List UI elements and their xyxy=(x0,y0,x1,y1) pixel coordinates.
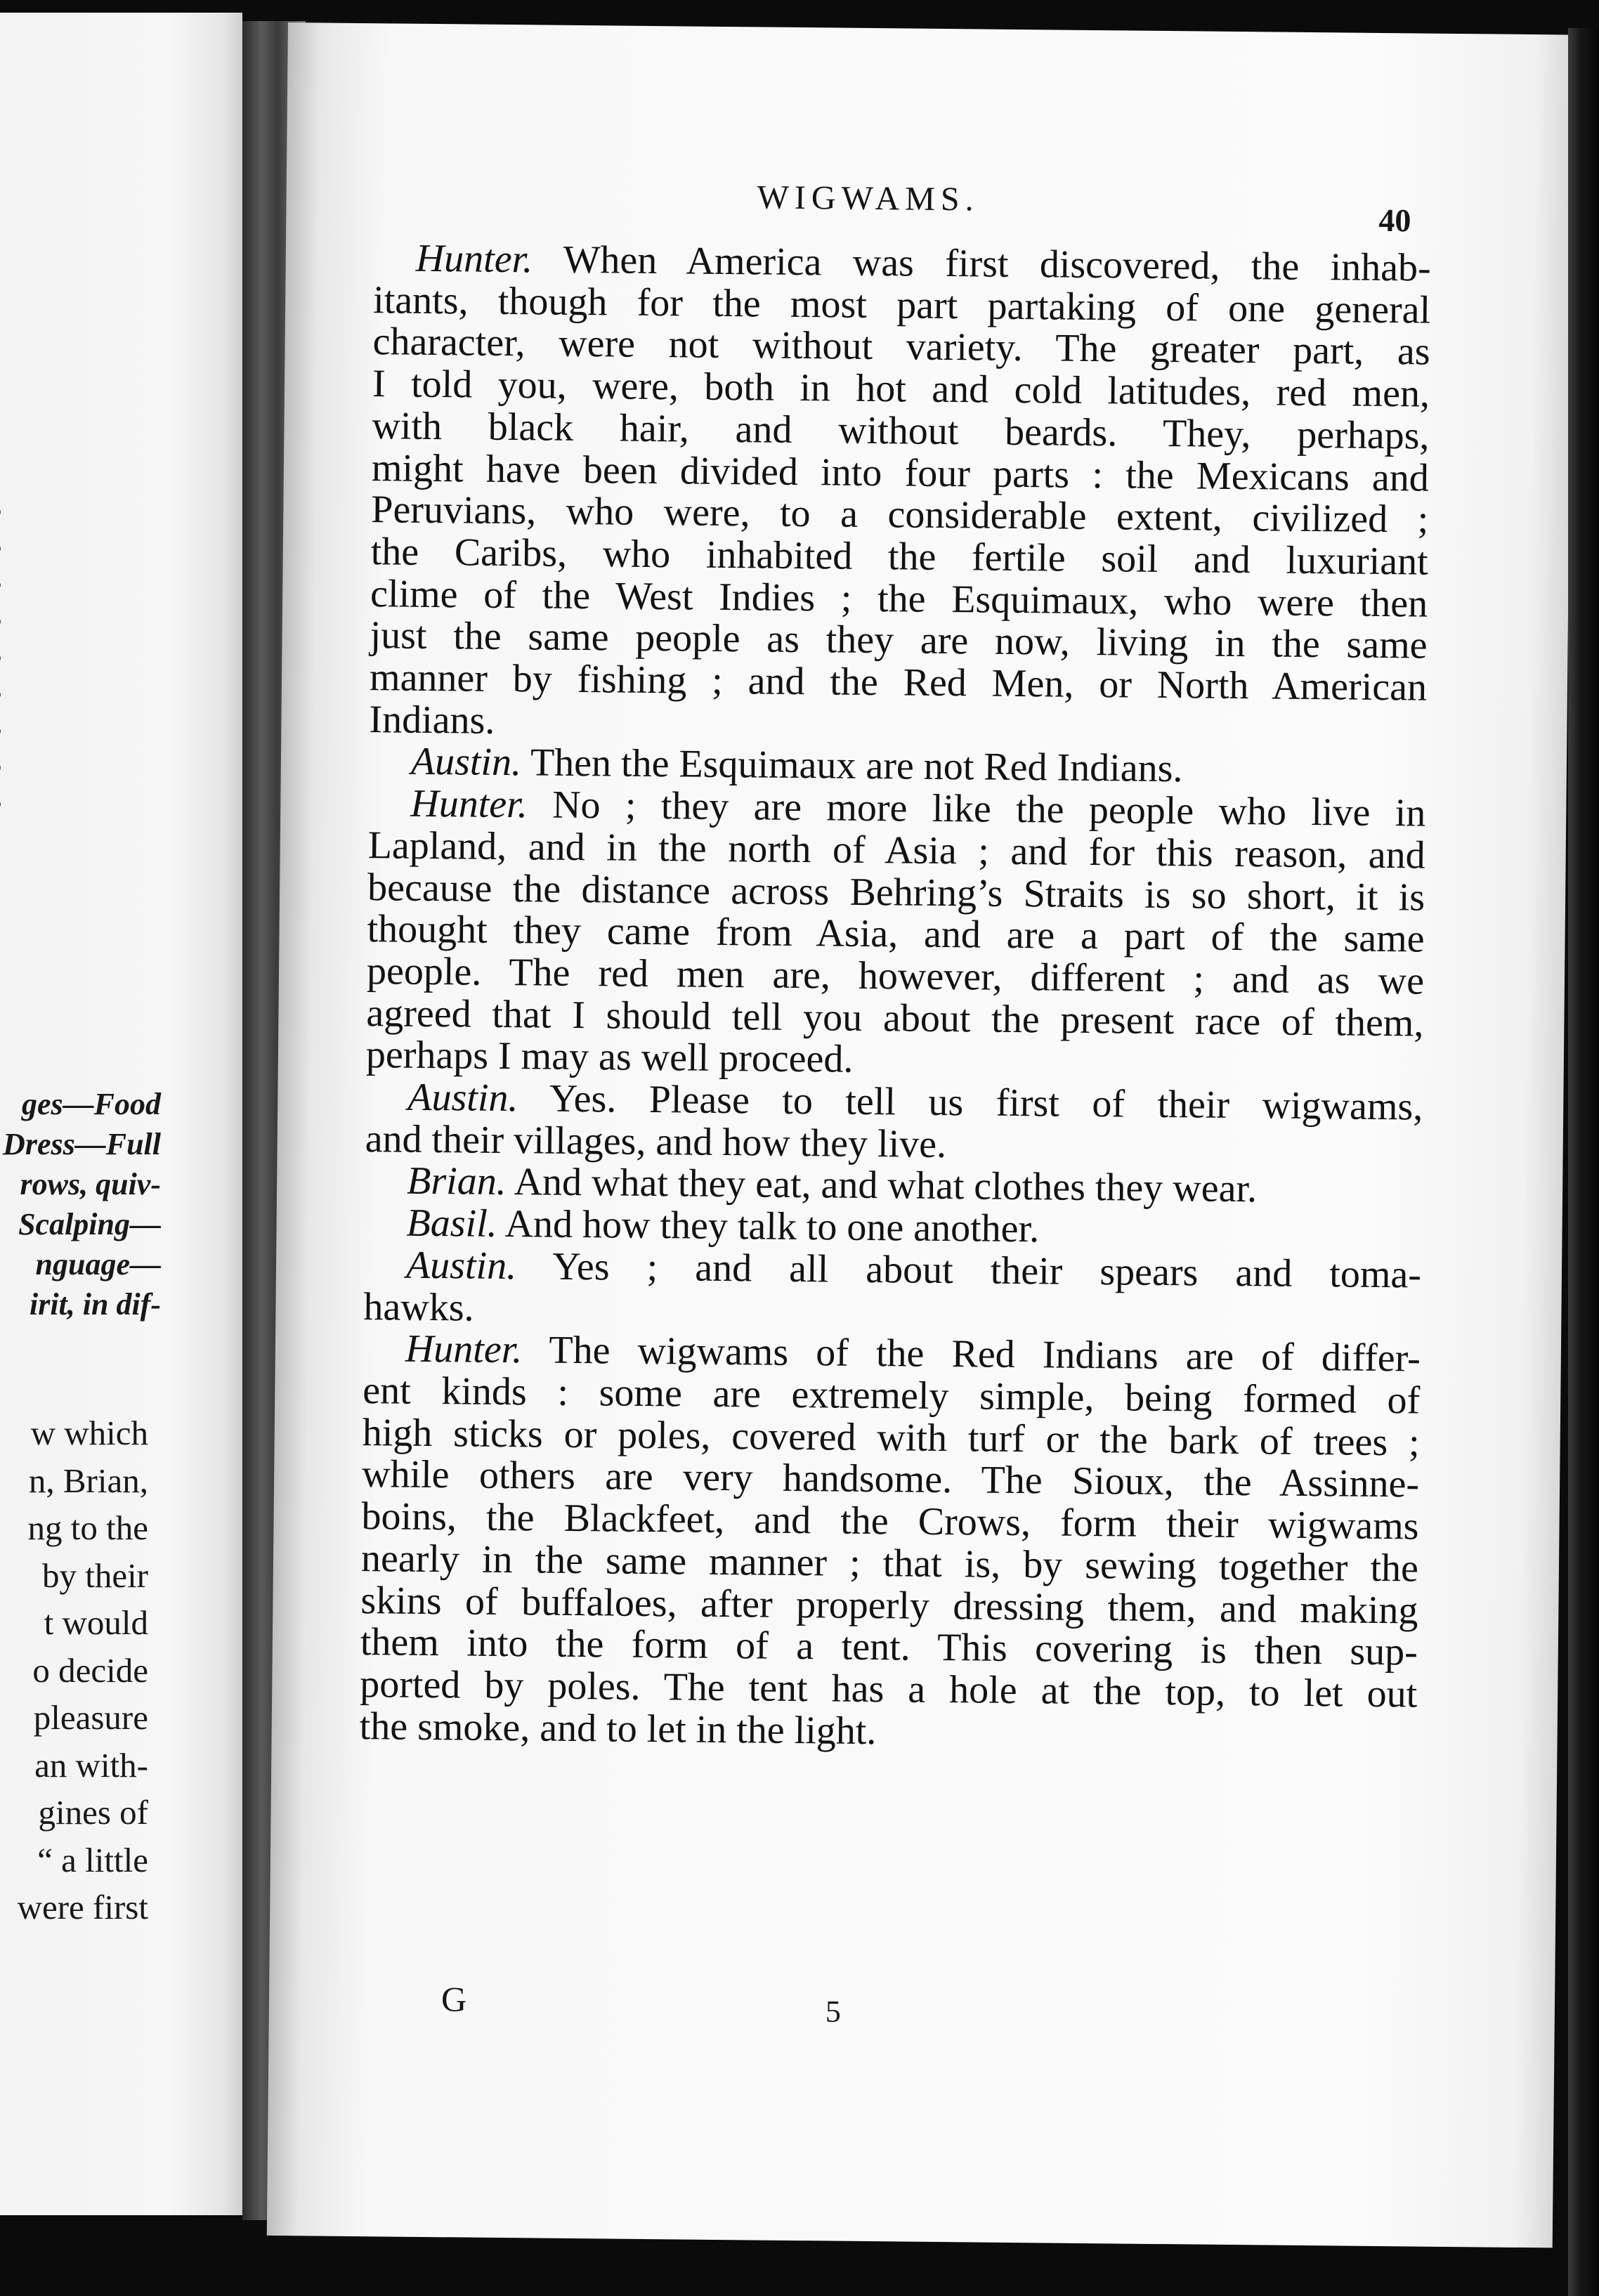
left-text-line: gines of xyxy=(38,1793,148,1832)
signature-mark-number: 5 xyxy=(825,1994,842,2029)
text-line: Austin. Yes ; and all about their spears and toma- xyxy=(405,1243,1422,1297)
text-line: Austin. Yes. Please to tell us first of their wigwams, xyxy=(407,1075,1423,1129)
running-header: WIGWAMS. xyxy=(757,178,979,218)
speaker-name: Austin. xyxy=(410,740,522,785)
text-line: ent kinds : some are extremely simple, being formed of xyxy=(363,1369,1421,1423)
text-line: itants, though for the most part partaking of one general xyxy=(372,278,1431,332)
page-number: 40 xyxy=(1378,202,1411,239)
text-line: with black hair, and without beards. They, perhaps, xyxy=(372,403,1430,458)
left-italic-line: Dress—Full xyxy=(3,1127,161,1161)
left-text-line: ng to the xyxy=(27,1508,148,1547)
left-text-line: w which xyxy=(30,1414,148,1452)
text-line: Brian. And what they eat, and what clothes they wear. xyxy=(406,1159,1258,1211)
left-text-line: were first xyxy=(17,1888,148,1926)
speaker-name: Austin. xyxy=(407,1075,518,1121)
page-body-text xyxy=(359,237,1431,1758)
speaker-name: Brian. xyxy=(406,1159,507,1204)
speaker-name: Basil. xyxy=(406,1201,498,1246)
text-line: and their villages, and how they live. xyxy=(365,1116,947,1166)
text-line: Peruvians, who were, to a considerable extent, civilized ; xyxy=(371,488,1429,542)
left-italic-line: Scalping— xyxy=(18,1207,161,1241)
text-line: manner by fishing ; and the Red Men, or North American xyxy=(369,655,1428,710)
text-line: I told you, were, both in hot and cold latitudes, red men, xyxy=(372,362,1430,416)
left-text-line: “ a little xyxy=(37,1840,148,1879)
text-line: while others are very handsome. The Sioux, the Assinne- xyxy=(361,1452,1420,1506)
left-text-line: by their xyxy=(41,1555,148,1595)
text-line: might have been divided into four parts : the Mexicans and xyxy=(371,445,1430,500)
left-italic-line: nguage— xyxy=(35,1247,161,1281)
left-page-text-fragment xyxy=(0,1409,148,1931)
ornament-decoration xyxy=(0,497,21,828)
right-page xyxy=(267,22,1574,2248)
text-line: Hunter. When America was first discovered, the inhab- xyxy=(415,236,1432,290)
text-line: people. The red men are, however, different ; and as we xyxy=(366,949,1425,1003)
text-line: character, were not without variety. The greater part, as xyxy=(372,320,1430,374)
text-line: the smoke, and to let in the light. xyxy=(359,1704,877,1753)
text-line: Hunter. No ; they are more like the people who live in xyxy=(410,781,1426,835)
speaker-name: Austin. xyxy=(405,1243,517,1289)
text-line: boins, the Blackfeet, and the Crows, form their wigwams xyxy=(361,1494,1419,1548)
text-line: Indians. xyxy=(369,697,495,743)
left-text-line: pleasure xyxy=(33,1698,148,1737)
text-line: Lapland, and in the north of Asia ; and for this reason, and xyxy=(367,823,1425,878)
text-line: ported by poles. The tent has a hole at the top, to let out xyxy=(360,1662,1418,1716)
speaker-name: Hunter. xyxy=(405,1326,523,1372)
left-page xyxy=(0,13,242,2215)
left-text-line: t would xyxy=(44,1603,148,1642)
text-line: agreed that I should tell you about the present race of them, xyxy=(366,991,1424,1045)
left-page-contents-fragment xyxy=(0,1084,161,1324)
left-text-line: o decide xyxy=(32,1650,148,1690)
left-italic-line: ges—Food xyxy=(22,1087,161,1121)
left-text-line: n, Brian, xyxy=(28,1461,148,1500)
text-line: nearly in the same manner ; that is, by sewing together the xyxy=(360,1536,1419,1591)
text-line: thought they came from Asia, and are a part of the same xyxy=(367,907,1425,961)
left-italic-line: irit, in dif- xyxy=(29,1287,161,1322)
book-edge-shadow xyxy=(1568,28,1599,2296)
text-line: perhaps I may as well proceed. xyxy=(365,1033,854,1082)
speaker-name: Hunter. xyxy=(410,781,528,827)
text-line: because the distance across Behring’s Straits is so short, it is xyxy=(367,865,1425,920)
text-line: Hunter. The wigwams of the Red Indians are of differ- xyxy=(405,1326,1421,1381)
signature-mark-letter: G xyxy=(440,1979,467,2019)
text-line: skins of buffaloes, after properly dressing them, and making xyxy=(360,1578,1418,1633)
text-line: high sticks or poles, covered with turf or the bark of trees ; xyxy=(362,1410,1420,1465)
left-italic-line: rows, quiv- xyxy=(20,1167,161,1201)
speaker-name: Hunter. xyxy=(415,236,533,282)
text-line: the Caribs, who inhabited the fertile soil and luxuriant xyxy=(370,530,1429,584)
text-line: them into the form of a tent. This covering is then sup- xyxy=(360,1620,1418,1674)
left-text-line: an with- xyxy=(34,1745,148,1785)
text-line: Basil. And how they talk to one another. xyxy=(406,1201,1040,1251)
text-line: just the same people as they are now, living in the same xyxy=(370,613,1428,667)
text-line: Austin. Then the Esquimaux are not Red Indians. xyxy=(410,740,1183,791)
text-line: clime of the West Indies ; the Esquimaux, who were then xyxy=(370,571,1428,626)
text-line: hawks. xyxy=(363,1284,474,1330)
